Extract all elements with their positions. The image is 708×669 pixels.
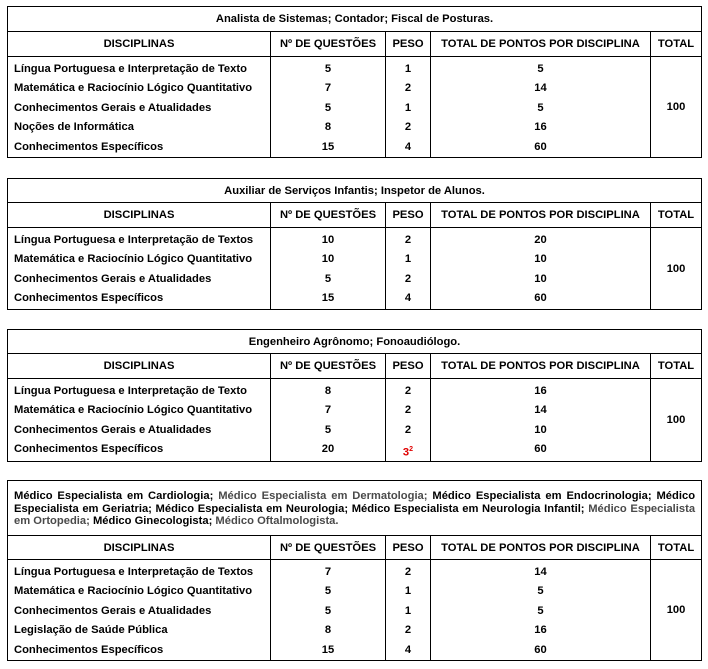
pontos-cell: 5 (537, 604, 544, 617)
disciplina-cell: Conhecimentos Gerais e Atualidades (14, 604, 212, 617)
header-total: TOTAL (651, 354, 702, 379)
header-total: TOTAL (651, 536, 702, 560)
pontos-cell: 60 (534, 443, 547, 456)
peso-column (386, 379, 431, 462)
disciplina-cell: Conhecimentos Específicos (14, 140, 164, 153)
pontos-cell: 20 (534, 234, 547, 246)
pontos-cell: 60 (534, 292, 547, 305)
disciplina-cell: Noções de Informática (14, 121, 134, 134)
questoes-cell: 5 (324, 423, 332, 436)
title-part: Médico Ginecologista; (92, 515, 216, 528)
title-part: Médico Especialista em Ortopedia; (14, 502, 696, 528)
peso-cell: 2 (404, 566, 412, 578)
disciplinas-column (8, 228, 271, 310)
questoes-cell: 15 (321, 292, 335, 305)
peso-footnote-marker: 2 (409, 446, 414, 454)
table-title: Auxiliar de Serviços Infantis; Inspetor de Alunos. (8, 179, 702, 203)
peso-cell: 2 (404, 385, 412, 397)
pontos-cell: 16 (534, 121, 547, 134)
disciplina-cell: Língua Portuguesa e Interpretação de Textos (14, 234, 254, 246)
questoes-cell: 7 (324, 82, 332, 95)
questoes-cell: 8 (324, 121, 332, 134)
peso-cell: 2 (404, 82, 412, 95)
pontos-cell: 60 (534, 140, 547, 153)
questoes-cell: 20 (321, 443, 335, 456)
pontos-cell: 10 (534, 253, 547, 266)
questoes-cell: 7 (324, 404, 332, 417)
peso-cell: 4 (404, 140, 412, 153)
disciplina-cell: Conhecimentos Gerais e Atualidades (14, 101, 212, 114)
questoes-column (271, 57, 386, 158)
questoes-cell: 15 (321, 643, 335, 656)
disciplina-cell: Matemática e Raciocínio Lógico Quantitativo (14, 404, 253, 417)
questoes-cell: 8 (324, 624, 332, 637)
peso-cell: 1 (404, 63, 412, 75)
peso-cell: 1 (404, 604, 412, 617)
pontos-column (431, 379, 651, 462)
peso-cell: 4 (404, 292, 412, 305)
header-questoes: Nº DE QUESTÕES (271, 32, 386, 57)
total-cell: 100 (651, 57, 702, 158)
header-questoes: Nº DE QUESTÕES (271, 536, 386, 560)
pontos-column (431, 228, 651, 310)
peso-column (386, 228, 431, 310)
header-pontos: TOTAL DE PONTOS POR DISCIPLINA (431, 32, 651, 57)
questoes-column (271, 560, 386, 661)
peso-column (386, 560, 431, 661)
disciplina-cell: Matemática e Raciocínio Lógico Quantitativo (14, 253, 253, 266)
table-engenheiro-fonoaudiologo (7, 329, 702, 462)
pontos-cell: 10 (534, 272, 547, 285)
pontos-cell: 14 (534, 82, 547, 95)
disciplinas-column (8, 57, 271, 158)
disciplina-cell: Conhecimentos Gerais e Atualidades (14, 272, 212, 285)
peso-cell: 2 (404, 624, 412, 637)
header-peso: PESO (386, 203, 431, 228)
header-pontos: TOTAL DE PONTOS POR DISCIPLINA (431, 354, 651, 379)
peso-value: 3 (402, 446, 410, 459)
disciplina-cell: Conhecimentos Específicos (14, 443, 164, 456)
title-part: Médico Especialista em Endocrinologia; Médico Especialista em Geriatria; Médico Especialista em Neurologia; Médico Especialista em Neurologia Infantil; (14, 490, 696, 515)
header-total: TOTAL (651, 203, 702, 228)
header-disciplinas: DISCIPLINAS (8, 203, 271, 228)
questoes-cell: 5 (324, 604, 332, 617)
pontos-cell: 5 (537, 63, 544, 75)
table-title: Analista de Sistemas; Contador; Fiscal de Posturas. (8, 7, 702, 32)
pontos-cell: 5 (537, 585, 544, 598)
header-peso: PESO (386, 354, 431, 379)
total-cell: 100 (651, 228, 702, 310)
header-disciplinas: DISCIPLINAS (8, 536, 271, 560)
header-pontos: TOTAL DE PONTOS POR DISCIPLINA (431, 203, 651, 228)
total-cell: 100 (651, 379, 702, 462)
pontos-column (431, 57, 651, 158)
peso-cell-highlighted (386, 440, 430, 459)
table-analista-contador-fiscal (7, 6, 702, 158)
title-part: Médico Especialista em Dermatologia; (218, 490, 433, 503)
questoes-cell: 5 (324, 585, 332, 598)
title-part: Médico Especialista em Cardiologia; (14, 490, 219, 503)
peso-cell: 2 (404, 423, 412, 436)
pontos-cell: 16 (534, 624, 547, 637)
header-disciplinas: DISCIPLINAS (8, 354, 271, 379)
peso-cell: 2 (404, 404, 412, 417)
disciplina-cell: Conhecimentos Específicos (14, 292, 164, 305)
peso-cell: 2 (404, 121, 412, 134)
peso-cell: 1 (404, 585, 412, 598)
disciplina-cell: Língua Portuguesa e Interpretação de Texto (14, 63, 247, 75)
header-questoes: Nº DE QUESTÕES (271, 354, 386, 379)
peso-cell: 4 (404, 643, 412, 656)
table-title (8, 481, 702, 536)
peso-cell: 2 (404, 272, 412, 285)
header-questoes: Nº DE QUESTÕES (271, 203, 386, 228)
header-pontos: TOTAL DE PONTOS POR DISCIPLINA (431, 536, 651, 560)
pontos-cell: 16 (534, 385, 547, 397)
peso-cell: 1 (404, 253, 412, 266)
questoes-cell: 7 (324, 566, 332, 578)
header-total: TOTAL (651, 32, 702, 57)
questoes-cell: 10 (321, 253, 335, 266)
disciplina-cell: Matemática e Raciocínio Lógico Quantitativo (14, 585, 253, 598)
disciplina-cell: Legislação de Saúde Pública (14, 624, 168, 637)
peso-column (386, 57, 431, 158)
header-disciplinas: DISCIPLINAS (8, 32, 271, 57)
questoes-column (271, 379, 386, 462)
title-part: Médico Oftalmologista. (215, 515, 339, 528)
pontos-cell: 14 (534, 566, 547, 578)
pontos-column (431, 560, 651, 661)
table-title: Engenheiro Agrônomo; Fonoaudiólogo. (8, 330, 702, 354)
pontos-cell: 14 (534, 404, 547, 417)
table-auxiliar-inspetor (7, 178, 702, 310)
questoes-column (271, 228, 386, 310)
total-cell: 100 (651, 560, 702, 661)
questoes-cell: 15 (321, 140, 335, 153)
questoes-cell: 5 (324, 63, 332, 75)
peso-cell: 2 (404, 234, 412, 246)
disciplina-cell: Conhecimentos Específicos (14, 643, 164, 656)
disciplina-cell: Matemática e Raciocínio Lógico Quantitativo (14, 82, 253, 95)
disciplinas-column (8, 560, 271, 661)
questoes-cell: 10 (321, 234, 335, 246)
pontos-cell: 10 (534, 423, 547, 436)
disciplina-cell: Língua Portuguesa e Interpretação de Textos (14, 566, 254, 578)
header-peso: PESO (386, 32, 431, 57)
pontos-cell: 60 (534, 643, 547, 656)
table-medicos (7, 480, 702, 661)
peso-cell: 1 (404, 101, 412, 114)
questoes-cell: 5 (324, 101, 332, 114)
questoes-cell: 8 (324, 385, 332, 397)
pontos-cell: 5 (537, 101, 544, 114)
disciplina-cell: Conhecimentos Gerais e Atualidades (14, 423, 212, 436)
header-peso: PESO (386, 536, 431, 560)
questoes-cell: 5 (324, 272, 332, 285)
disciplinas-column (8, 379, 271, 462)
disciplina-cell: Língua Portuguesa e Interpretação de Texto (14, 385, 247, 397)
